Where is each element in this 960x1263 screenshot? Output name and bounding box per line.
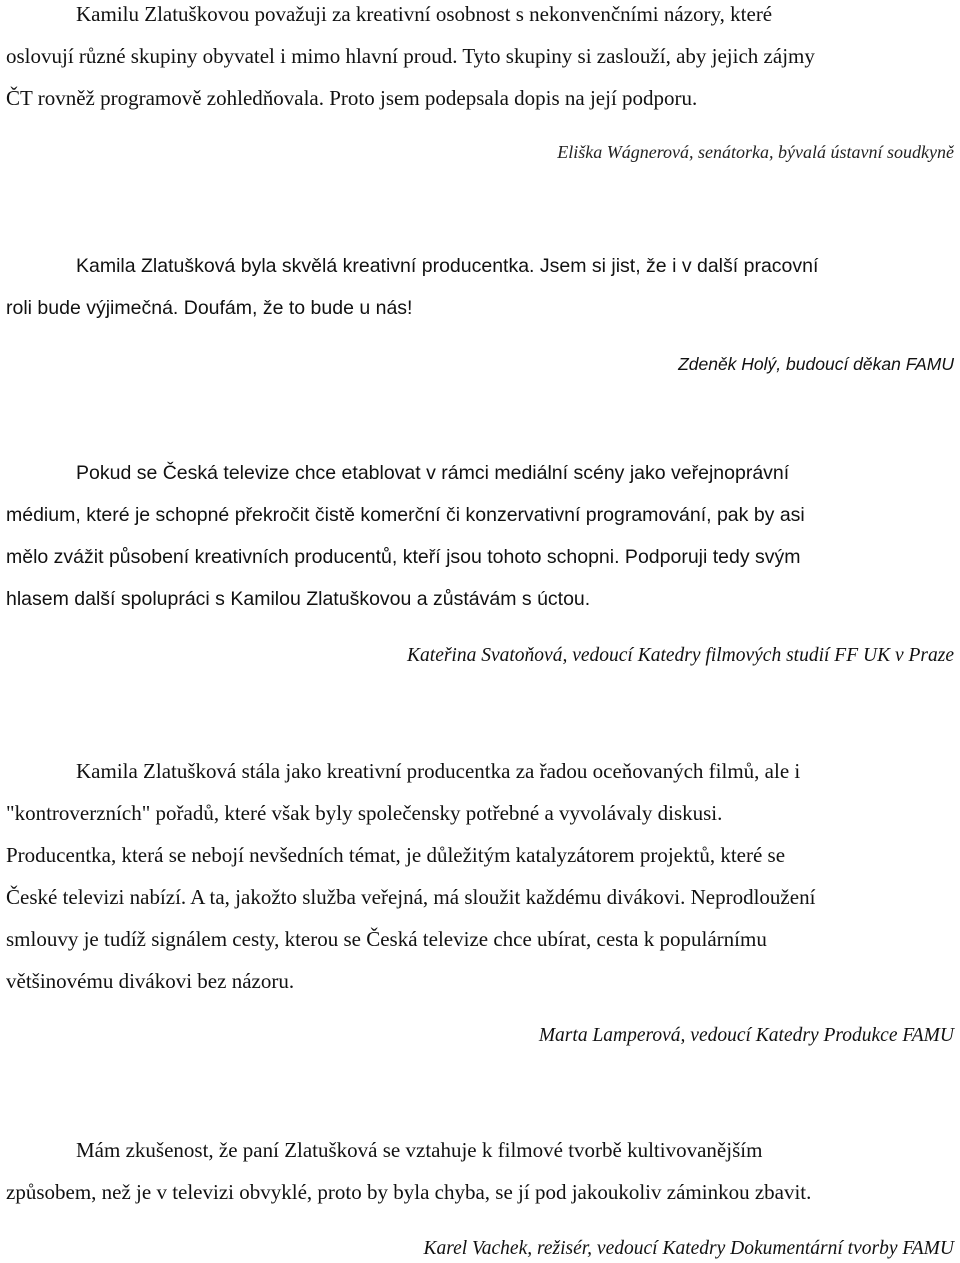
text-line: hlasem další spolupráci s Kamilou Zlatuškovou a zůstávám s úctou.	[6, 588, 591, 610]
text-line: médium, které je schopné překročit čistě komerční či konzervativní programování, pak by asi	[6, 504, 805, 526]
statement-lamperova	[6, 750, 954, 1002]
text-line: smlouvy je tudíž signálem cesty, kterou se Česká televize chce ubírat, cesta k populárnímu	[6, 927, 767, 951]
statement-holy	[6, 245, 954, 329]
statement-svatonova	[6, 452, 954, 620]
signature-svatonova: Kateřina Svatoňová, vedoucí Katedry filmových studií FF UK v Praze	[407, 645, 954, 666]
signature-wagnerova: Eliška Wágnerová, senátorka, bývalá ústavní soudkyně	[557, 142, 954, 162]
text-line: Producentka, která se nebojí nevšedních témat, je důležitým katalyzátorem projektů, které se	[6, 843, 786, 867]
text-line: Kamila Zlatušková byla skvělá kreativní producentka. Jsem si jist, že i v další pracovní	[76, 255, 819, 277]
signature-vachek: Karel Vachek, režisér, vedoucí Katedry Dokumentární tvorby FAMU	[423, 1238, 954, 1259]
statement-vachek	[6, 1129, 954, 1213]
text-line: České televizi nabízí. A ta, jakožto služba veřejná, má sloužit každému divákovi. Neprodloužení	[6, 885, 816, 909]
text-line: Kamila Zlatušková stála jako kreativní producentka za řadou oceňovaných filmů, ale i	[76, 759, 801, 783]
text-line: ČT rovněž programově zohledňovala. Proto jsem podepsala dopis na její podporu.	[6, 86, 698, 110]
text-line: roli bude výjimečná. Doufám, že to bude u nás!	[6, 297, 413, 319]
text-line: Mám zkušenost, že paní Zlatušková se vztahuje k filmové tvorbě kultivovanějším	[76, 1138, 763, 1162]
text-line: způsobem, než je v televizi obvyklé, proto by byla chyba, se jí pod jakoukoliv záminkou zbavit.	[6, 1180, 812, 1204]
signature-holy: Zdeněk Holý, budoucí děkan FAMU	[678, 354, 954, 374]
signature-lamperova: Marta Lamperová, vedoucí Katedry Produkce FAMU	[538, 1025, 954, 1046]
text-line: "kontroverzních" pořadů, které však byly společensky potřebné a vyvolávaly diskusi.	[6, 801, 723, 825]
statement-wagnerova	[6, 0, 954, 119]
text-line: Pokud se Česká televize chce etablovat v rámci mediální scény jako veřejnoprávní	[76, 462, 790, 484]
text-line: většinovému divákovi bez názoru.	[6, 969, 295, 993]
text-line: mělo zvážit působení kreativních producentů, kteří jsou tohoto schopni. Podporuji tedy svým	[6, 546, 801, 568]
text-line: oslovují různé skupiny obyvatel i mimo hlavní proud. Tyto skupiny si zaslouží, aby jejich zájmy	[6, 44, 815, 68]
text-line: Kamilu Zlatuškovou považuji za kreativní osobnost s nekonvenčními názory, které	[76, 2, 773, 26]
